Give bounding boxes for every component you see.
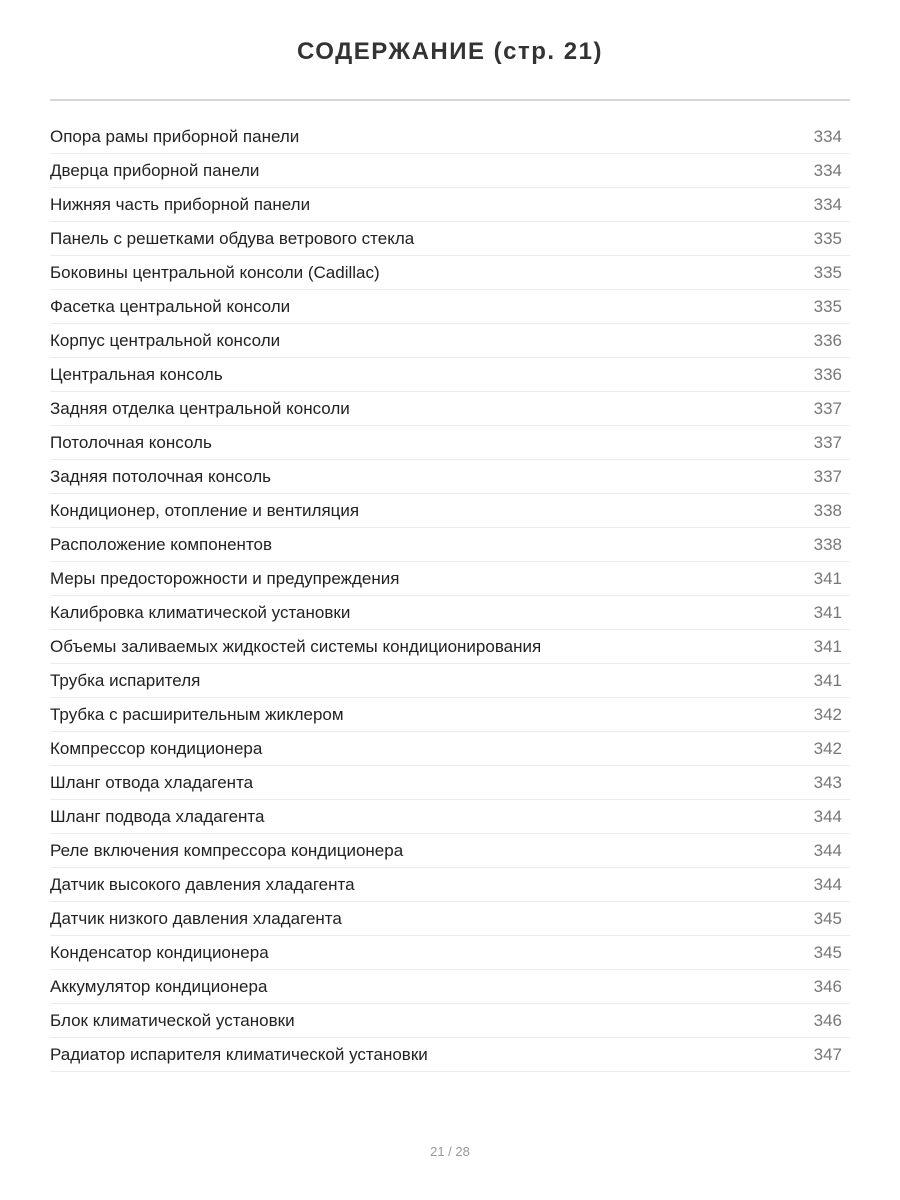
toc-entry-page-number: 337 [813, 466, 842, 486]
toc-entry[interactable] [50, 120, 850, 154]
page-counter: 21 / 28 [430, 1144, 470, 1159]
toc-entry-page-number: 335 [813, 296, 842, 316]
toc-entry-page-number: 342 [813, 704, 842, 724]
toc-entry-label[interactable]: Задняя потолочная консоль [50, 466, 271, 486]
toc-entry[interactable] [50, 596, 850, 630]
toc-entry[interactable] [50, 256, 850, 290]
toc-entry[interactable] [50, 630, 850, 664]
title-divider [50, 99, 850, 101]
toc-entry-label[interactable]: Компрессор кондиционера [50, 738, 263, 758]
toc-entry-label[interactable]: Корпус центральной консоли [50, 330, 281, 350]
toc-entry-page-number: 338 [813, 534, 842, 554]
toc-entry-page-number: 346 [813, 1010, 842, 1030]
toc-entry-page-number: 343 [813, 772, 842, 792]
toc-entry-label[interactable]: Опора рамы приборной панели [50, 126, 300, 146]
toc-entry[interactable] [50, 460, 850, 494]
toc-entry[interactable] [50, 188, 850, 222]
toc-entry[interactable] [50, 732, 850, 766]
toc-entry-page-number: 336 [813, 330, 842, 350]
toc-entry-page-number: 341 [813, 636, 842, 656]
toc-entry-page-number: 334 [813, 194, 842, 214]
toc-entry-page-number: 338 [813, 500, 842, 520]
toc-entry-page-number: 345 [813, 942, 842, 962]
toc-entry-page-number: 335 [813, 228, 842, 248]
toc-entry-page-number: 344 [813, 874, 842, 894]
toc-entry-label[interactable]: Дверца приборной панели [50, 160, 260, 180]
toc-entry-page-number: 337 [813, 432, 842, 452]
toc-entry[interactable] [50, 902, 850, 936]
toc-entry[interactable] [50, 1038, 850, 1072]
toc-entry[interactable] [50, 970, 850, 1004]
page-title: СОДЕРЖАНИЕ (стр. 21) [297, 38, 603, 65]
toc-entry[interactable] [50, 936, 850, 970]
toc-entry-label[interactable]: Меры предосторожности и предупреждения [50, 568, 400, 588]
toc-entry-label[interactable]: Нижняя часть приборной панели [50, 194, 311, 214]
toc-entry[interactable] [50, 222, 850, 256]
toc-entry-label[interactable]: Аккумулятор кондиционера [50, 976, 268, 996]
toc-entry[interactable] [50, 324, 850, 358]
toc-entry-label[interactable]: Панель с решетками обдува ветрового стекла [50, 228, 415, 248]
toc-entry-page-number: 347 [813, 1044, 842, 1064]
toc-entry[interactable] [50, 494, 850, 528]
toc-entry-page-number: 334 [813, 160, 842, 180]
toc-entry[interactable] [50, 868, 850, 902]
toc-entry-label[interactable]: Калибровка климатической установки [50, 602, 351, 622]
toc-entry-label[interactable]: Потолочная консоль [50, 432, 212, 452]
toc-entry-label[interactable]: Радиатор испарителя климатической установки [50, 1044, 428, 1064]
toc-entry-label[interactable]: Шланг подвода хладагента [50, 806, 265, 826]
toc-entry[interactable] [50, 290, 850, 324]
toc-entry-page-number: 342 [813, 738, 842, 758]
toc-entry-label[interactable]: Объемы заливаемых жидкостей системы кондиционирования [50, 636, 542, 656]
toc-entry-page-number: 337 [813, 398, 842, 418]
toc-entry-label[interactable]: Фасетка центральной консоли [50, 296, 291, 316]
toc-entry-label[interactable]: Шланг отвода хладагента [50, 772, 254, 792]
toc-entry-page-number: 336 [813, 364, 842, 384]
toc-entry-label[interactable]: Датчик высокого давления хладагента [50, 874, 355, 894]
toc-entry-page-number: 345 [813, 908, 842, 928]
toc-entry[interactable] [50, 426, 850, 460]
toc-entry-label[interactable]: Расположение компонентов [50, 534, 273, 554]
toc-entry[interactable] [50, 800, 850, 834]
toc-entry-label[interactable]: Конденсатор кондиционера [50, 942, 269, 962]
toc-entry-page-number: 344 [813, 840, 842, 860]
toc-entry-page-number: 344 [813, 806, 842, 826]
toc-entry[interactable] [50, 358, 850, 392]
toc-entry-page-number: 335 [813, 262, 842, 282]
toc-entry-page-number: 346 [813, 976, 842, 996]
toc-entry-label[interactable]: Трубка испарителя [50, 670, 201, 690]
toc-entry[interactable] [50, 1004, 850, 1038]
toc-entry-page-number: 341 [813, 602, 842, 622]
toc-entry-page-number: 334 [813, 126, 842, 146]
toc-entry[interactable] [50, 154, 850, 188]
toc-entry[interactable] [50, 562, 850, 596]
toc-entry-label[interactable]: Боковины центральной консоли (Cadillac) [50, 262, 380, 282]
toc-entry[interactable] [50, 392, 850, 426]
toc-entry-page-number: 341 [813, 670, 842, 690]
toc-entry-label[interactable]: Кондиционер, отопление и вентиляция [50, 500, 360, 520]
toc-entry-label[interactable]: Блок климатической установки [50, 1010, 295, 1030]
toc-entry-label[interactable]: Задняя отделка центральной консоли [50, 398, 350, 418]
toc-entry[interactable] [50, 766, 850, 800]
toc-entry-page-number: 341 [813, 568, 842, 588]
toc-entry-label[interactable]: Реле включения компрессора кондиционера [50, 840, 404, 860]
toc-entry-label[interactable]: Центральная консоль [50, 364, 223, 384]
toc-entry[interactable] [50, 834, 850, 868]
table-of-contents [50, 120, 850, 1072]
toc-entry[interactable] [50, 528, 850, 562]
toc-entry[interactable] [50, 698, 850, 732]
toc-entry-label[interactable]: Датчик низкого давления хладагента [50, 908, 342, 928]
toc-entry-label[interactable]: Трубка с расширительным жиклером [50, 704, 344, 724]
toc-entry[interactable] [50, 664, 850, 698]
